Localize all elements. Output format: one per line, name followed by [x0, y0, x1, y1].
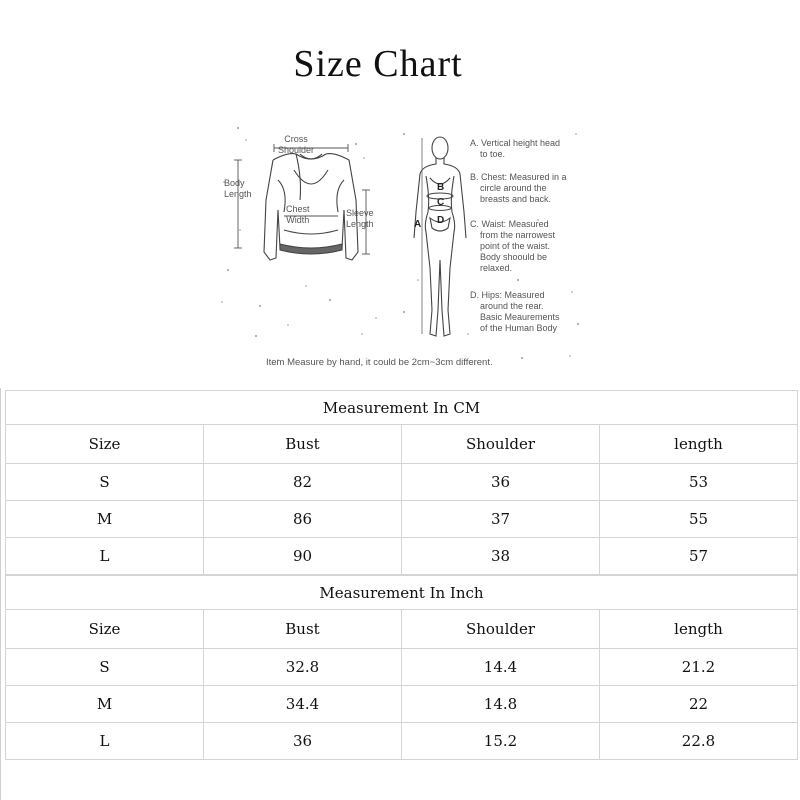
- header-shoulder: Shoulder: [402, 425, 600, 464]
- cell-bust: 86: [204, 501, 402, 538]
- body-length-label: Body Length: [224, 178, 252, 199]
- cell-bust: 36: [204, 723, 402, 760]
- table-row: [6, 649, 798, 686]
- cell-size: L: [6, 538, 204, 575]
- header-length: length: [600, 425, 798, 464]
- measure-footnote: Item Measure by hand, it could be 2cm~3cm different.: [266, 357, 493, 368]
- cell-length: 21.2: [600, 649, 798, 686]
- cell-shoulder: 38: [402, 538, 600, 575]
- cell-shoulder: 37: [402, 501, 600, 538]
- cell-size: M: [6, 686, 204, 723]
- cell-length: 53: [600, 464, 798, 501]
- cell-bust: 34.4: [204, 686, 402, 723]
- header-length: length: [600, 610, 798, 649]
- note-a: A. Vertical height head to toe.: [470, 138, 561, 159]
- table-caption: Measurement In CM: [6, 391, 798, 425]
- size-table-cm: [5, 390, 798, 575]
- cell-length: 55: [600, 501, 798, 538]
- table-row: [6, 723, 798, 760]
- header-size: Size: [6, 425, 204, 464]
- table-caption: Measurement In Inch: [6, 576, 798, 610]
- table-header-row: [6, 425, 798, 464]
- cell-bust: 90: [204, 538, 402, 575]
- cell-size: S: [6, 649, 204, 686]
- body-letter-c: C: [437, 197, 445, 208]
- cell-size: L: [6, 723, 204, 760]
- note-c: C. Waist: Measured from the narrowest point of the waist. Body shoould be relaxed.: [470, 219, 556, 273]
- cell-shoulder: 14.4: [402, 649, 600, 686]
- cross-shoulder-label: Cross Shoulder: [278, 134, 315, 155]
- header-bust: Bust: [204, 425, 402, 464]
- cell-length: 57: [600, 538, 798, 575]
- header-shoulder: Shoulder: [402, 610, 600, 649]
- body-letter-d: D: [437, 215, 445, 226]
- body-letter-a: A: [414, 219, 422, 230]
- note-b: B. Chest: Measured in a circle around the breasts and back.: [470, 172, 567, 204]
- sleeve-length-label: Sleeve Length: [346, 208, 374, 229]
- cell-length: 22: [600, 686, 798, 723]
- table-row: [6, 464, 798, 501]
- table-row: [6, 538, 798, 575]
- header-bust: Bust: [204, 610, 402, 649]
- left-rule: [0, 388, 1, 800]
- cell-shoulder: 15.2: [402, 723, 600, 760]
- table-header-row: [6, 610, 798, 649]
- cell-length: 22.8: [600, 723, 798, 760]
- measurement-diagram: [218, 120, 588, 375]
- table-row: [6, 501, 798, 538]
- cell-shoulder: 14.8: [402, 686, 600, 723]
- cell-bust: 82: [204, 464, 402, 501]
- size-table-inch: [5, 575, 798, 760]
- body-letter-b: B: [437, 182, 445, 193]
- cell-shoulder: 36: [402, 464, 600, 501]
- cell-bust: 32.8: [204, 649, 402, 686]
- cell-size: S: [6, 464, 204, 501]
- page-title: Size Chart: [293, 43, 463, 85]
- header-size: Size: [6, 610, 204, 649]
- note-d: D. Hips: Measured around the rear. Basic Meaurements of the Human Body: [470, 290, 560, 333]
- chest-width-label: Chest Width: [286, 204, 310, 225]
- cell-size: M: [6, 501, 204, 538]
- table-row: [6, 686, 798, 723]
